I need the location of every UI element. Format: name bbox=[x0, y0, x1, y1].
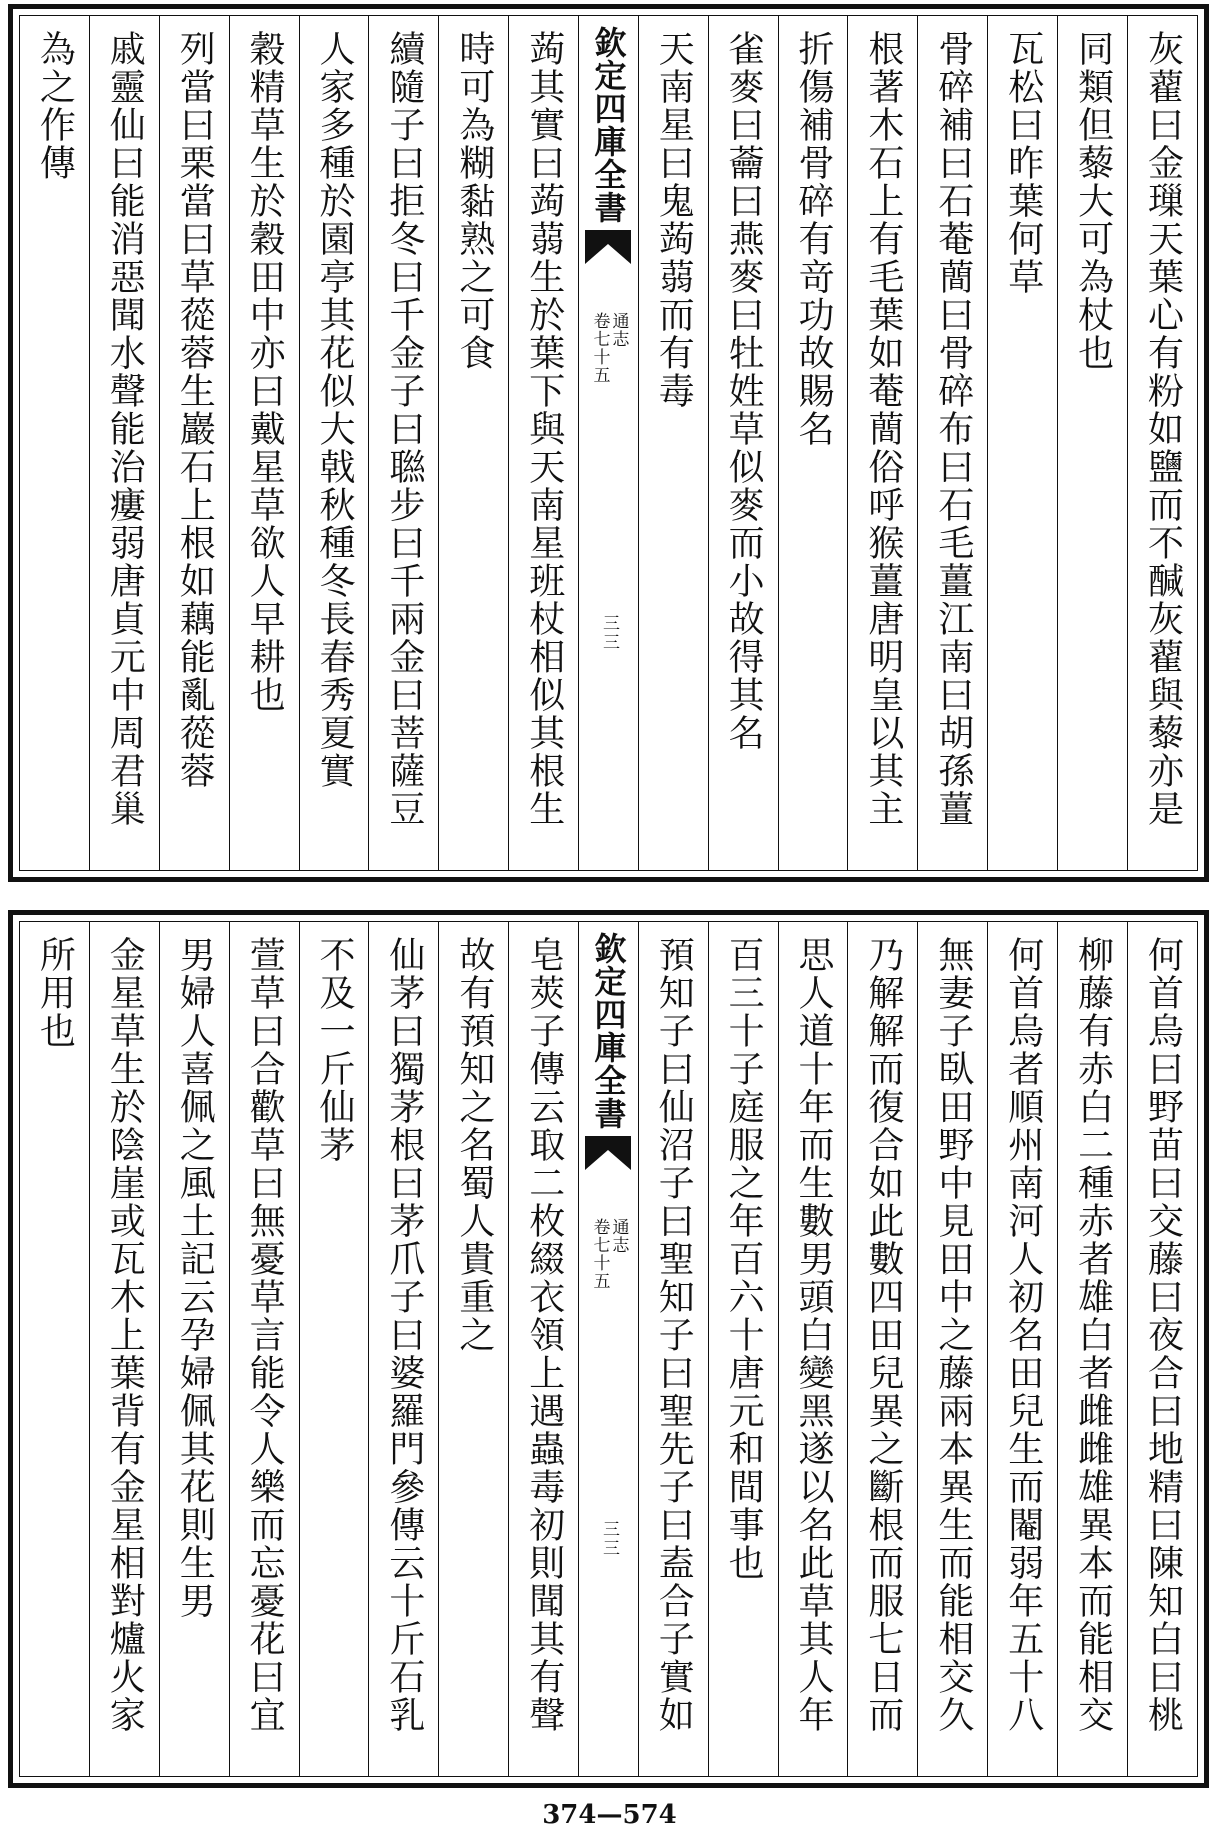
column-text: 天南星曰鬼蒟蒻而有毒 bbox=[653, 30, 695, 410]
text-column bbox=[229, 922, 299, 1776]
text-column bbox=[368, 922, 438, 1776]
top-text-columns bbox=[20, 16, 1197, 870]
bottom-page-inner-border bbox=[19, 921, 1198, 1777]
text-column bbox=[438, 16, 508, 870]
text-column bbox=[708, 922, 778, 1776]
column-text: 柳藤有赤白二種赤者雄白者雌雌雄異本而能相交 bbox=[1072, 936, 1114, 1734]
book-title: 欽定四庫全書 bbox=[589, 932, 628, 1130]
bottom-page-frame bbox=[8, 910, 1209, 1788]
text-column bbox=[987, 16, 1057, 870]
column-text: 根著木石上有毛葉如菴蕳俗呼猴薑唐明皇以其主 bbox=[862, 30, 904, 828]
column-text: 為之作傳 bbox=[34, 30, 76, 182]
text-column bbox=[159, 16, 229, 870]
text-column bbox=[1057, 16, 1127, 870]
text-column bbox=[1127, 16, 1197, 870]
text-column bbox=[638, 16, 708, 870]
center-fold-column bbox=[578, 16, 638, 870]
column-text: 骨碎補曰石菴蕳曰骨碎布曰石毛薑江南曰胡孫薑 bbox=[932, 30, 974, 828]
column-text: 乃解解而復合如此數四田兒異之斷根而服七日而 bbox=[862, 936, 904, 1734]
column-text: 萱草曰合歡草曰無憂草言能令人樂而忘憂花曰宜 bbox=[244, 936, 286, 1734]
volume-number: 卷七十五 bbox=[589, 312, 610, 384]
text-column bbox=[708, 16, 778, 870]
text-column bbox=[229, 16, 299, 870]
work-title: 通志 bbox=[608, 312, 629, 348]
column-text: 何首烏者順州南河人初名田兒生而閹弱年五十八 bbox=[1002, 936, 1044, 1734]
column-text: 續隨子曰拒冬曰千金子曰聮步曰千兩金曰菩薩豆 bbox=[383, 30, 425, 828]
page-number-footer: 374—574 bbox=[542, 1800, 677, 1830]
book-title: 欽定四庫全書 bbox=[589, 26, 628, 224]
column-text: 瓦松曰昨葉何草 bbox=[1002, 30, 1044, 296]
text-column bbox=[368, 16, 438, 870]
column-text: 無妻子臥田野中見田中之藤兩本異生而能相交久 bbox=[932, 936, 974, 1734]
text-column bbox=[20, 922, 89, 1776]
column-text: 雀麥曰蘥曰燕麥曰牡姓草似麥而小故得其名 bbox=[723, 30, 765, 752]
text-column bbox=[159, 922, 229, 1776]
column-text: 所用也 bbox=[34, 936, 76, 1050]
text-column bbox=[299, 922, 369, 1776]
text-column bbox=[438, 922, 508, 1776]
column-text: 人家多種於園亭其花似大戟秋種冬長春秀夏實 bbox=[314, 30, 356, 790]
fish-tail-mark-icon bbox=[585, 1136, 631, 1170]
work-title: 通志 bbox=[608, 1218, 629, 1254]
leaf-number: 三三 bbox=[598, 614, 619, 652]
column-text: 蒟其實曰蒟蒻生於葉下與天南星班杖相似其根生 bbox=[523, 30, 565, 828]
column-text: 戚靈仙曰能消惡聞水聲能治瘻弱唐貞元中周君巢 bbox=[104, 30, 146, 828]
text-column bbox=[638, 922, 708, 1776]
fish-tail-mark-icon bbox=[585, 230, 631, 264]
column-text: 仙茅曰獨茅根曰茅爪子曰婆羅門參傳云十斤石乳 bbox=[383, 936, 425, 1734]
column-text: 灰藋曰金璅天葉心有粉如鹽而不醎灰藋與藜亦是 bbox=[1142, 30, 1184, 828]
text-column bbox=[1127, 922, 1197, 1776]
text-column bbox=[847, 16, 917, 870]
volume-number: 卷七十五 bbox=[589, 1218, 610, 1290]
top-page-frame bbox=[8, 4, 1209, 882]
column-text: 思人道十年而生數男頭白變黑遂以名此草其人年 bbox=[793, 936, 835, 1734]
column-text: 預知子曰仙沼子曰聖知子曰聖先子曰盍合子實如 bbox=[653, 936, 695, 1734]
column-text: 故有預知之名蜀人貴重之 bbox=[453, 936, 495, 1354]
text-column bbox=[508, 922, 578, 1776]
text-column bbox=[917, 922, 987, 1776]
column-text: 列當曰栗當曰草蓯蓉生巖石上根如藕能亂蓯蓉 bbox=[174, 30, 216, 790]
leaf-number: 三三 bbox=[598, 1520, 619, 1558]
text-column bbox=[89, 922, 159, 1776]
top-page-inner-border bbox=[19, 15, 1198, 871]
text-column bbox=[508, 16, 578, 870]
column-text: 男婦人喜佩之風土記云孕婦佩其花則生男 bbox=[174, 936, 216, 1620]
column-text: 不及一斤仙茅 bbox=[314, 936, 356, 1164]
column-text: 時可為糊黏熟之可食 bbox=[453, 30, 495, 372]
column-text: 穀精草生於穀田中亦曰戴星草欲人早耕也 bbox=[244, 30, 286, 714]
column-text: 折傷補骨碎有竒功故賜名 bbox=[793, 30, 835, 448]
center-fold-column bbox=[578, 922, 638, 1776]
text-column bbox=[778, 922, 848, 1776]
text-column bbox=[89, 16, 159, 870]
text-column bbox=[917, 16, 987, 870]
column-text: 金星草生於陰崖或瓦木上葉背有金星相對爐火家 bbox=[104, 936, 146, 1734]
text-column bbox=[1057, 922, 1127, 1776]
text-column bbox=[987, 922, 1057, 1776]
bottom-text-columns bbox=[20, 922, 1197, 1776]
column-text: 何首烏曰野苗曰交藤曰夜合曰地精曰陳知白曰桃 bbox=[1142, 936, 1184, 1734]
column-text: 同類但藜大可為杖也 bbox=[1072, 30, 1114, 372]
text-column bbox=[20, 16, 89, 870]
column-text: 百三十子庭服之年百六十唐元和間事也 bbox=[723, 936, 765, 1582]
text-column bbox=[299, 16, 369, 870]
text-column bbox=[778, 16, 848, 870]
column-text: 皂莢子傳云取二枚綴衣領上遇蟲毒初則聞其有聲 bbox=[523, 936, 565, 1734]
text-column bbox=[847, 922, 917, 1776]
